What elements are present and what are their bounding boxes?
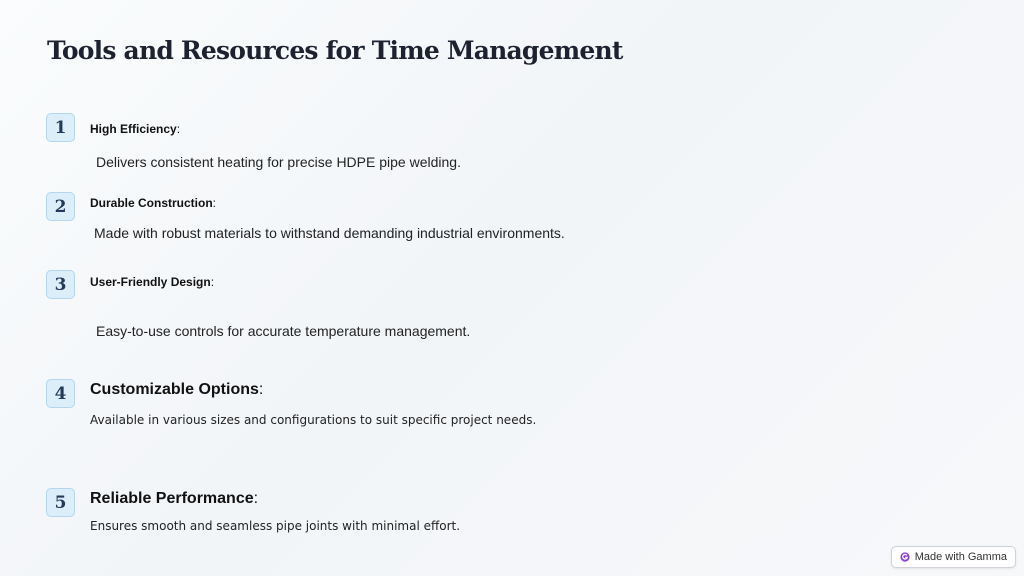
item-number-4: 4 [46,379,75,408]
item-description-5: Ensures smooth and seamless pipe joints with minimal effort. [90,519,461,533]
heading-colon: : [253,490,259,507]
heading-colon: : [258,381,264,398]
item-heading-text: User-Friendly Design [90,275,211,289]
item-heading-text: Reliable Performance [90,490,254,507]
item-heading-text: Durable Construction [90,196,213,210]
item-heading-text: High Efficiency [90,122,177,136]
page-title: Tools and Resources for Time Management [47,36,623,65]
made-with-gamma-badge[interactable] [891,546,1016,568]
item-heading-1 [90,122,180,136]
badge-label: Made with Gamma [914,551,1007,563]
heading-colon: : [176,122,181,136]
heading-colon: : [212,196,217,210]
item-description-1: Delivers consistent heating for precise HDPE pipe welding. [96,154,461,170]
item-heading-3 [90,275,214,289]
item-description-3: Easy-to-use controls for accurate temperature management. [96,323,471,339]
item-number-3: 3 [46,270,75,299]
item-heading-4 [90,381,263,399]
item-number-2: 2 [46,192,75,221]
gamma-logo-icon [900,552,910,562]
heading-colon: : [210,275,215,289]
item-description-2: Made with robust materials to withstand demanding industrial environments. [94,225,565,241]
item-heading-5 [90,490,258,508]
item-number-5: 5 [46,488,75,517]
item-description-4: Available in various sizes and configurations to suit specific project needs. [90,413,537,427]
item-heading-text: Customizable Options [90,381,259,398]
item-heading-2 [90,196,216,210]
item-number-1: 1 [46,113,75,142]
